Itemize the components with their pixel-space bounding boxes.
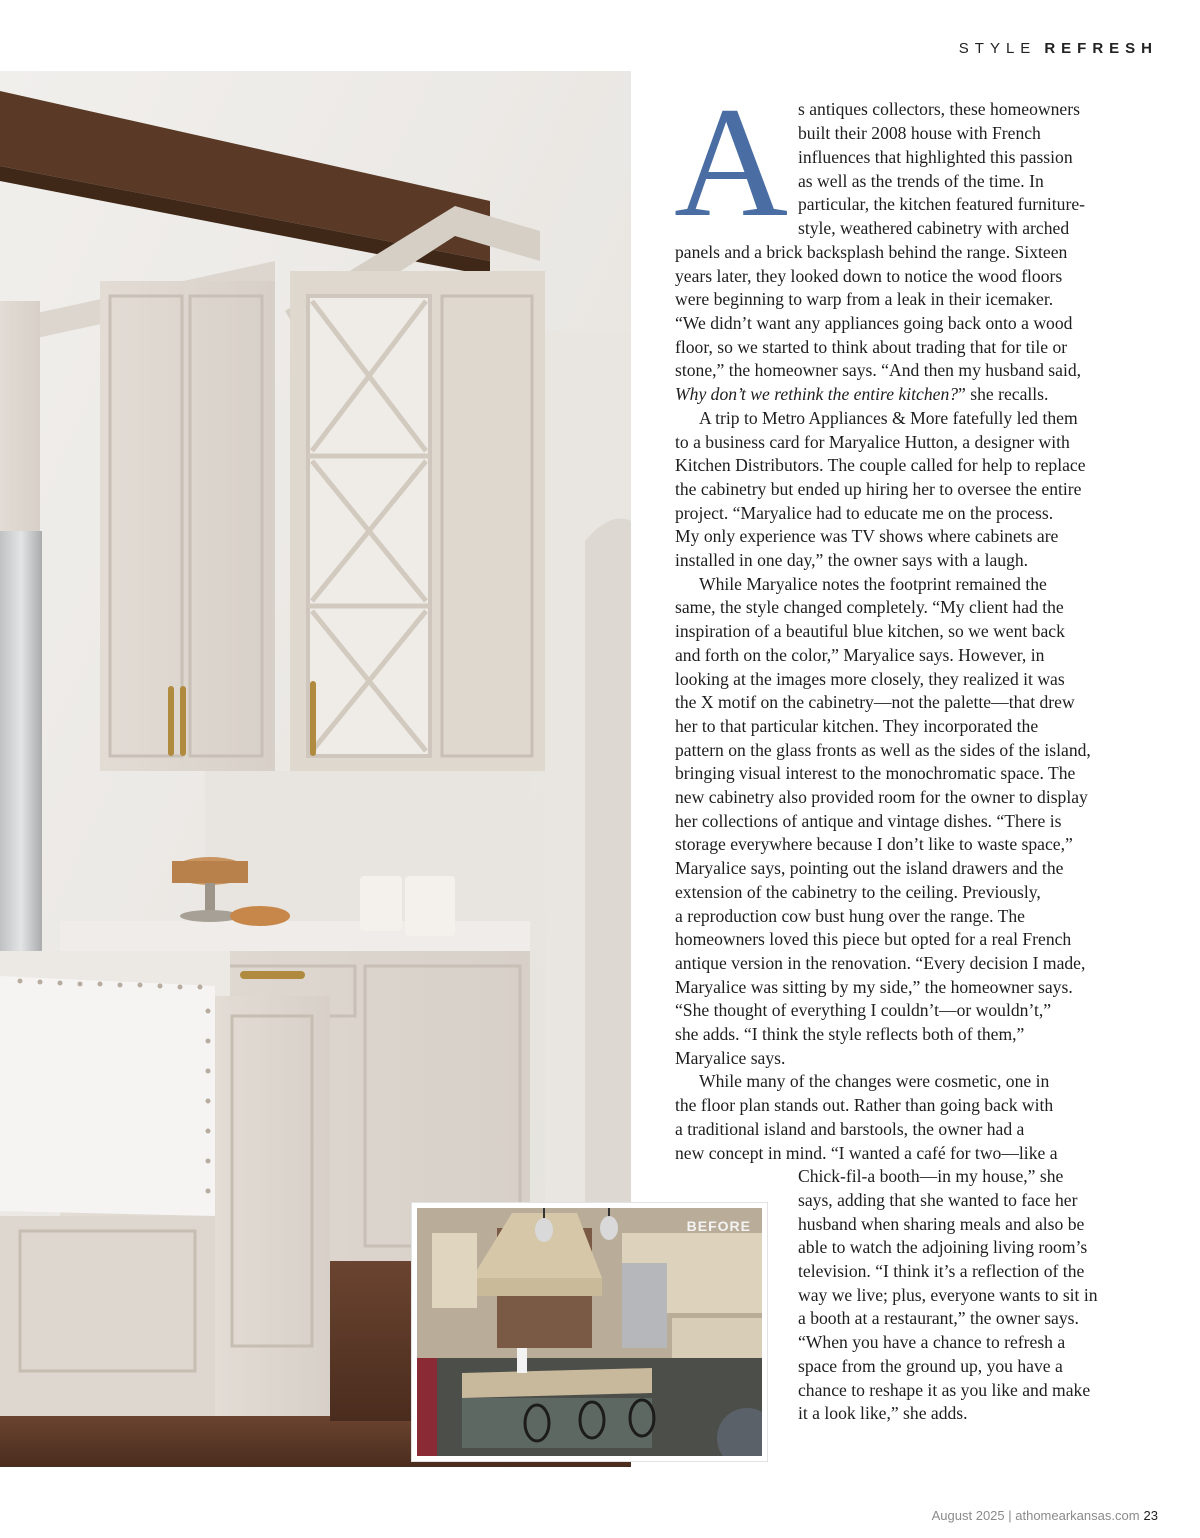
article-line: While Maryalice notes the footprint remained the	[699, 574, 1047, 594]
article-line: says, adding that she wanted to face her	[798, 1190, 1078, 1210]
article-line: looking at the images more closely, they realized it was	[675, 669, 1065, 689]
article-line: particular, the kitchen featured furniture-	[798, 194, 1086, 214]
article-line: s antiques collectors, these homeowners	[798, 99, 1080, 119]
article-line: Chick-fil-a booth—in my house,” she	[798, 1166, 1064, 1186]
article-line: new concept in mind. “I wanted a café for two—like a	[675, 1143, 1058, 1163]
article-line	[675, 382, 1048, 406]
article-line: a reproduction cow bust hung over the range. The	[675, 906, 1025, 926]
page-number: 23	[1143, 1508, 1158, 1523]
article-line: influences that highlighted this passion	[798, 147, 1073, 167]
article-line: Maryalice says.	[675, 1048, 786, 1068]
article-line: and forth on the color,” Maryalice says. However, in	[675, 645, 1045, 665]
article-line: to a business card for Maryalice Hutton, a designer with	[675, 432, 1070, 452]
quote-tail: ” she recalls.	[958, 384, 1049, 404]
article-line: style, weathered cabinetry with arched	[798, 218, 1070, 238]
article-line: installed in one day,” the owner says with a laugh.	[675, 550, 1029, 570]
article-line: she adds. “I think the style reflects both of them,”	[675, 1024, 1025, 1044]
article-line: extension of the cabinetry to the ceiling. Previously,	[675, 882, 1041, 902]
article-line: same, the style changed completely. “My client had the	[675, 597, 1064, 617]
section-header	[959, 40, 1158, 57]
folio-text: August 2025 | athomearkansas.com	[931, 1508, 1140, 1523]
article-line: chance to reshape it as you like and make	[798, 1380, 1091, 1400]
article-line: inspiration of a beautiful blue kitchen, so we went back	[675, 621, 1065, 641]
article-line: Maryalice says, pointing out the island drawers and the	[675, 858, 1064, 878]
article-line: a booth at a restaurant,” the owner says.	[798, 1308, 1079, 1328]
before-badge: BEFORE	[686, 1218, 751, 1234]
article-line: While many of the changes were cosmetic, one in	[699, 1071, 1050, 1091]
article-line: “We didn’t want any appliances going back onto a wood	[675, 313, 1073, 333]
section-label: STYLE	[958, 40, 1037, 57]
article-line: storage everywhere because I don’t like to waste space,”	[675, 834, 1073, 854]
before-photo	[412, 1203, 767, 1461]
article-line: pattern on the glass fronts as well as the sides of the island,	[675, 740, 1091, 760]
article-line: floor, so we started to think about trading that for tile or	[675, 337, 1068, 357]
article-line: space from the ground up, you have a	[798, 1356, 1063, 1376]
article-line: the X motif on the cabinetry—not the palette—that drew	[675, 692, 1075, 712]
article-line: My only experience was TV shows where cabinets are	[675, 526, 1059, 546]
article-line: way we live; plus, everyone wants to sit in	[798, 1285, 1098, 1305]
drop-cap: A	[674, 75, 789, 250]
article-line: Kitchen Distributors. The couple called for help to replace	[675, 455, 1086, 475]
article-line: built their 2008 house with French	[798, 123, 1041, 143]
page-footer	[932, 1508, 1158, 1523]
section-title: REFRESH	[1044, 40, 1158, 57]
before-photo-illustration	[417, 1208, 762, 1456]
article-line: as well as the trends of the time. In	[798, 171, 1044, 191]
article-line: “She thought of everything I couldn’t—or wouldn’t,”	[675, 1000, 1052, 1020]
article-line: panels and a brick backsplash behind the range. Sixteen	[675, 242, 1068, 262]
article-line: years later, they looked down to notice the wood floors	[675, 266, 1063, 286]
article-line: her collections of antique and vintage dishes. “There is	[675, 811, 1062, 831]
article-line: television. “I think it’s a reflection of the	[798, 1261, 1085, 1281]
quote-italic: Why don’t we rethink the entire kitchen?	[675, 384, 959, 404]
article-line: antique version in the renovation. “Every decision I made,	[675, 953, 1086, 973]
article-line: A trip to Metro Appliances & More fatefully led them	[699, 408, 1078, 428]
article-line: bringing visual interest to the monochromatic space. The	[675, 763, 1076, 783]
article-line: husband when sharing meals and also be	[798, 1214, 1085, 1234]
article-line: stone,” the homeowner says. “And then my husband said,	[675, 360, 1082, 380]
article-line: homeowners loved this piece but opted for a real French	[675, 929, 1072, 949]
article-line: her to that particular kitchen. They incorporated the	[675, 716, 1039, 736]
article-line: “When you have a chance to refresh a	[798, 1332, 1066, 1352]
article-line: new cabinetry also provided room for the owner to display	[675, 787, 1088, 807]
article-line: project. “Maryalice had to educate me on the process.	[675, 503, 1054, 523]
article-line: a traditional island and barstools, the owner had a	[675, 1119, 1025, 1139]
article-line: the cabinetry but ended up hiring her to oversee the entire	[675, 479, 1082, 499]
article-line: Maryalice was sitting by my side,” the homeowner says.	[675, 977, 1073, 997]
article-line: it a look like,” she adds.	[798, 1403, 968, 1423]
article-line: were beginning to warp from a leak in their icemaker.	[675, 289, 1054, 309]
article-line: the floor plan stands out. Rather than going back with	[675, 1095, 1054, 1115]
article-line: able to watch the adjoining living room’s	[798, 1237, 1088, 1257]
